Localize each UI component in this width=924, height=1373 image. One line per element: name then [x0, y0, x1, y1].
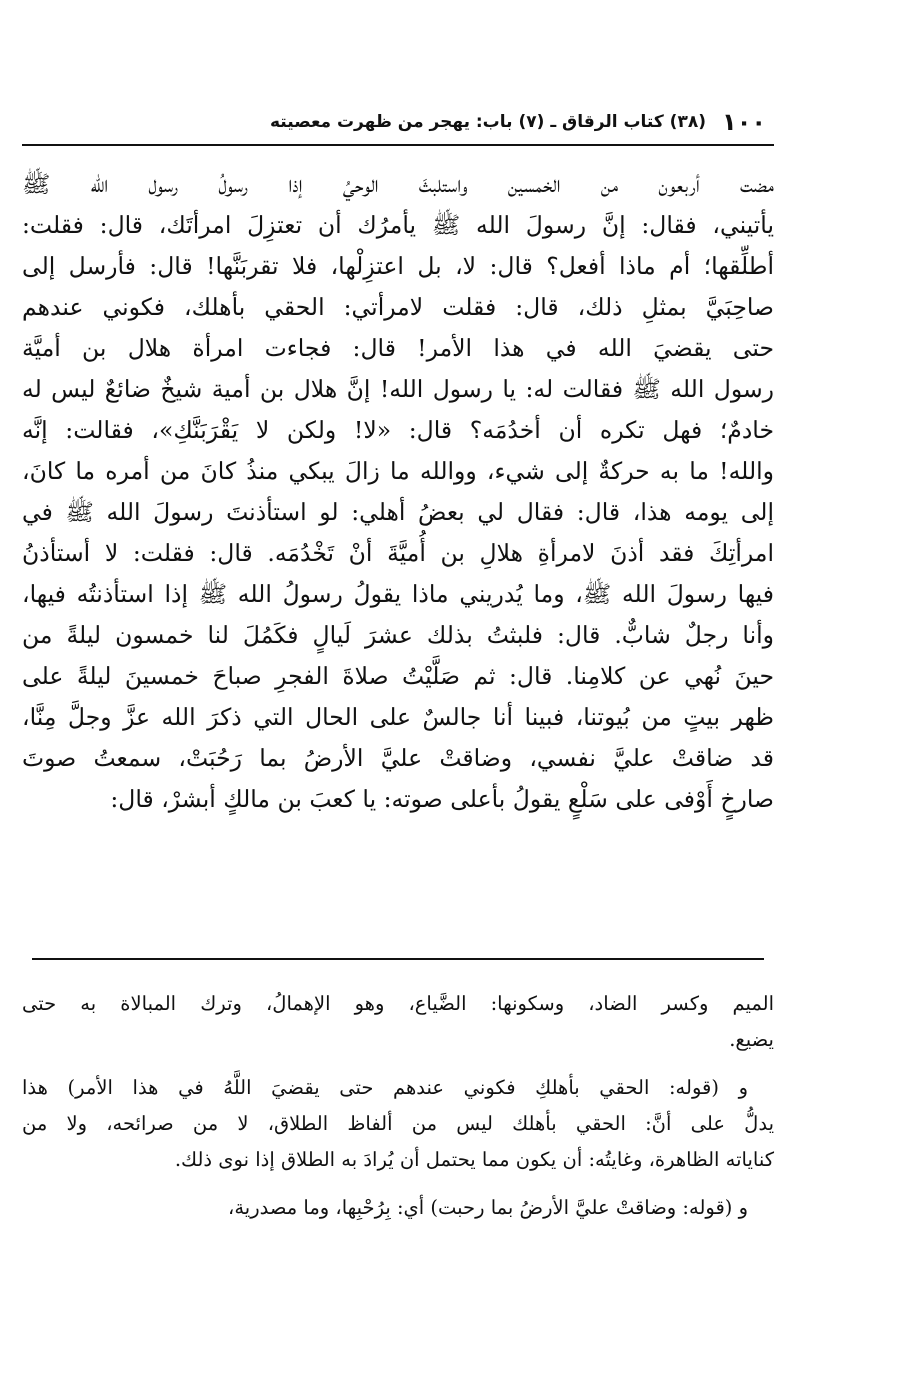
text-line: إلى يومه هذا، قال: فقال لي بعضُ أهلي: لو استأذنتَ رسولَ الله ﷺ في	[22, 498, 774, 526]
text-line: والله! ما به حركةٌ إلى شيء، ووالله ما زالَ يبكي منذُ كانَ من أمره ما كانَ،	[22, 457, 774, 485]
page-number: ١٠٠	[722, 108, 766, 136]
text-line: ظهر بيتٍ من بُيوتنا، فبينا أنا جالسٌ على الحال التي ذكرَ الله عزَّ وجلَّ مِنَّا،	[22, 703, 774, 731]
footnotes	[22, 986, 774, 1226]
text-line: حينَ نُهي عن كلامِنا. قال: ثم صَلَّيْتُ صلاةَ الفجرِ صباحَ خمسينَ ليلةً على	[22, 662, 774, 690]
text-line: رسول الله ﷺ فقالت له: يا رسول الله! إنَّ هلال بن أمية شيخٌ ضائعٌ ليس له	[22, 375, 774, 403]
main-text	[22, 164, 774, 820]
text-line: حتى يقضيَ الله في هذا الأمر! قال: فجاءت امرأة هلال بن أميَّة	[22, 334, 774, 362]
text-line: فيها رسولَ الله ﷺ، وما يُدريني ماذا يقولُ رسولُ الله ﷺ إذا استأذنتُه فيها،	[22, 580, 774, 608]
footnote-line: و (قوله: وضاقتْ عليَّ الأرضُ بما رحبت) أي: بِرُحْبِها، وما مصدرية،	[228, 1196, 748, 1219]
text-line: وأنا رجلٌ شابٌّ. قال: فلبثتُ بذلك عشرَ لَيالٍ فكَمُلَ لنا خمسون ليلةً من	[22, 621, 774, 649]
spacer	[22, 1178, 774, 1190]
text-line: امرأتِكَ فقد أذنَ لامرأةِ هلالِ بن أُميَّةَ أنْ تَخْدُمَه. قال: فقلت: لا أستأذنُ	[22, 539, 774, 567]
footnote-line: و (قوله: الحقي بأهلكِ فكوني عندهم حتى يقضيَ اللَّهُ في هذا الأمر) هذا	[22, 1076, 748, 1099]
text-line: يأتيني، فقال: إنَّ رسولَ الله ﷺ يأمرُك أن تعتزِلَ امرأتَك، قال: فقلت:	[22, 211, 774, 239]
footnote-line: الميم وكسر الضاد، وسكونها: الضَّياع، وهو الإهمالُ، وترك المبالاة به حتى	[22, 992, 774, 1015]
footnote-divider	[32, 958, 764, 960]
running-header	[22, 104, 774, 146]
text-line: صارخٍ أَوْفى على سَلْعٍ يقولُ بأعلى صوته: يا كعبَ بن مالكٍ أبشرْ، قال:	[110, 785, 774, 813]
text-line: قد ضاقتْ عليَّ نفسي، وضاقتْ عليَّ الأرضُ بما رَحُبَتْ، سمعتُ صوتَ	[22, 744, 774, 772]
text-line: صاحِبَيَّ بمثلِ ذلك، قال: فقلت لامرأتي: الحقي بأهلك، فكوني عندهم	[22, 293, 774, 321]
footnote-line: يدلُّ على أنَّ: الحقي بأهلك ليس من ألفاظ الطلاق، لا من صرائحه، ولا من	[22, 1112, 774, 1135]
text-line: أطلِّقها؛ أم ماذا أفعل؟ قال: لا، بل اعتزِلْها، فلا تقربَنَّها! قال: فأرسل إلى	[22, 252, 774, 280]
chapter-title: (٣٨) كتاب الرقاق ـ (٧) باب: يهجر من ظهرت معصيته	[270, 112, 706, 132]
footnote-line: كناياته الظاهرة، وغايتُه: أن يكون مما يحتمل أن يُرادَ به الطلاق إذا نوى ذلك.	[174, 1148, 774, 1171]
text-line: خادمٌ؛ فهل تكره أن أخدُمَه؟ قال: «لا! ولكن لا يَقْرَبَنَّكِ»، فقالت: إنَّه	[22, 416, 774, 444]
spacer	[22, 1058, 774, 1070]
footnote-line: يضيع.	[729, 1028, 774, 1051]
book-page	[22, 0, 774, 1373]
text-line: مضت أربعون من الخمسين واستلبثَ الوحيُ إذا رسولُ رسول الله ﷺ	[22, 170, 774, 198]
